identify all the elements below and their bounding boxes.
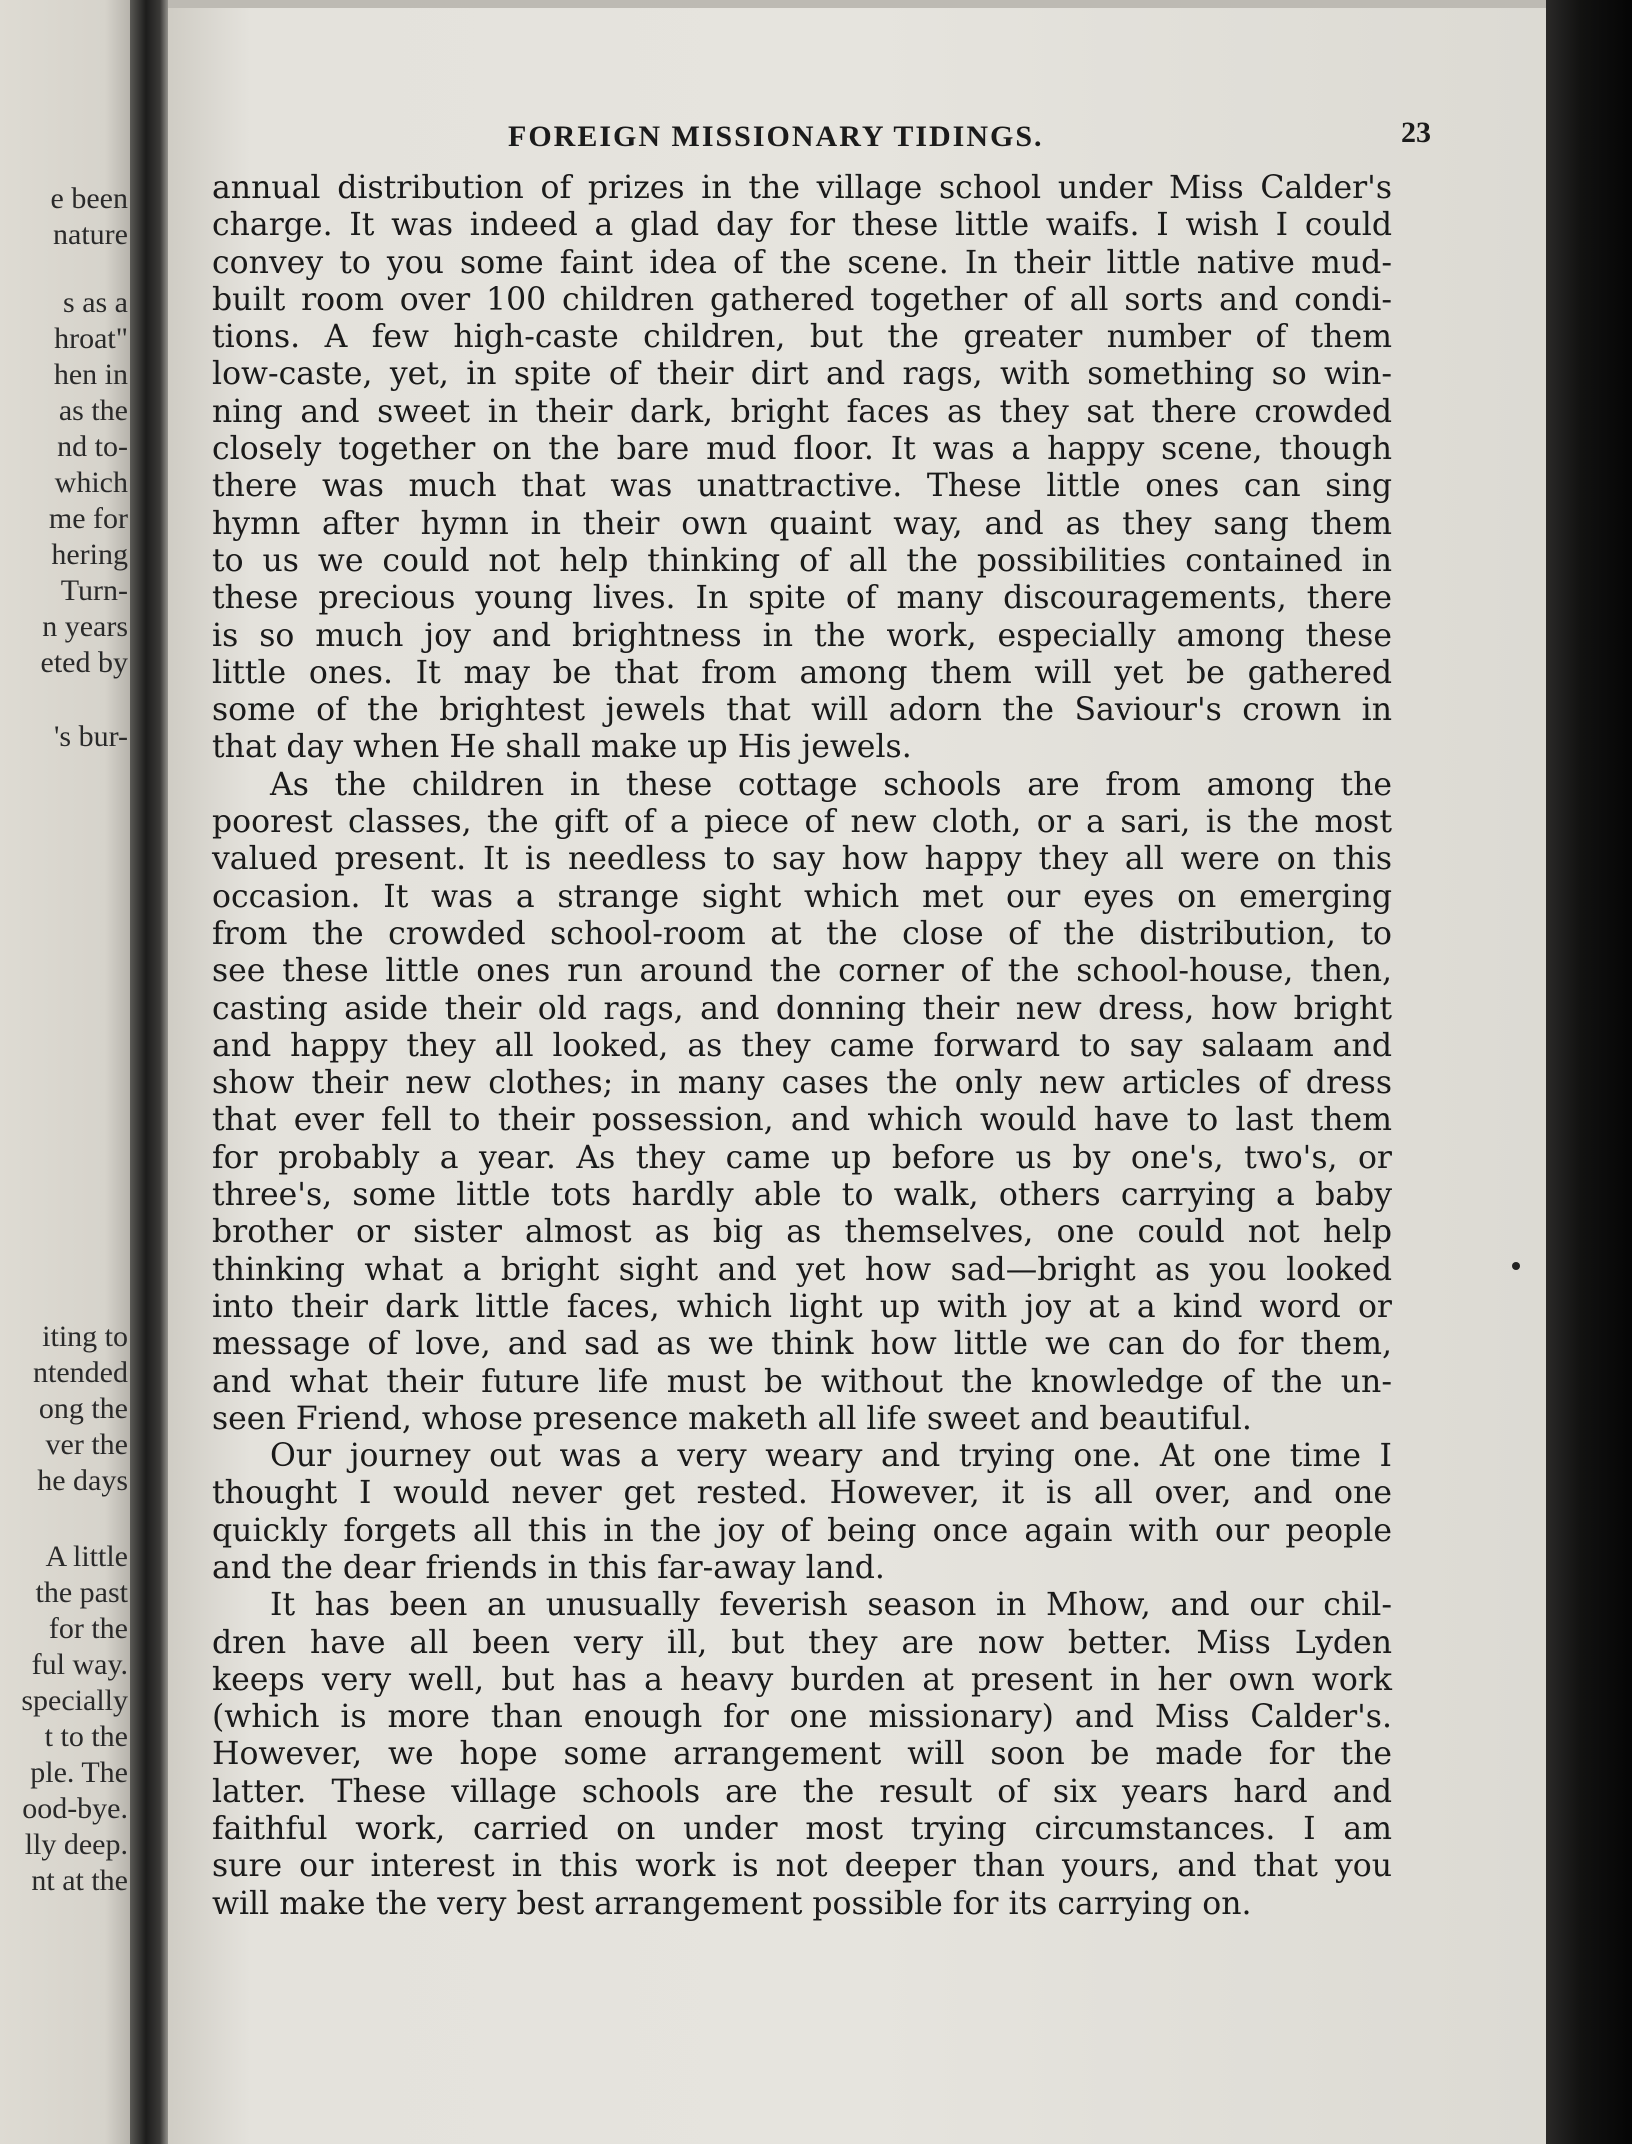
text-line: built room over 100 children gathered together of all sorts and condi- [212, 281, 1392, 318]
text-line: thought I would never get rested. However, it is all over, and one [212, 1475, 1392, 1512]
facing-page-fragment: ong the [38, 1392, 128, 1425]
facing-page-fragment: hroat" [54, 322, 128, 355]
facing-page-fragment: nature [53, 218, 128, 251]
text-line: will make the very best arrangement possible for its carrying on. [212, 1885, 1252, 1922]
facing-page [0, 0, 150, 2144]
facing-page-fragment: specially [21, 1684, 128, 1717]
text-line: and what their future life must be without the knowledge of the un- [212, 1363, 1392, 1400]
text-line: some of the brightest jewels that will adorn the Saviour's crown in [212, 692, 1392, 729]
text-line: show their new clothes; in many cases the only new articles of dress [212, 1065, 1392, 1102]
text-line: that day when He shall make up His jewels. [212, 729, 912, 766]
facing-page-fragment: A little [45, 1540, 128, 1573]
facing-page-fragment: hering [51, 538, 128, 571]
facing-page-fragment: ver the [45, 1428, 128, 1461]
text-line: poorest classes, the gift of a piece of new cloth, or a sari, is the most [212, 804, 1392, 841]
facing-page-fragment: for the [48, 1612, 128, 1645]
text-line: from the crowded school-room at the close of the distribution, to [212, 915, 1392, 952]
text-line: occasion. It was a strange sight which met our eyes on emerging [212, 878, 1392, 915]
text-line: It has been an unusually feverish season in Mhow, and our chil- [270, 1587, 1392, 1624]
text-line: to us we could not help thinking of all the possibilities contained in [212, 542, 1392, 579]
text-line: hymn after hymn in their own quaint way, and as they sang them [212, 505, 1392, 542]
running-title: FOREIGN MISSIONARY TIDINGS. [508, 120, 1044, 153]
facing-page-fragment: as the [58, 394, 128, 427]
page-header [168, 116, 1546, 160]
body-text [212, 170, 1392, 1923]
text-line: dren have all been very ill, but they are now better. Miss Lyden [212, 1624, 1392, 1661]
facing-page-fragment: s as a [63, 286, 128, 319]
text-line: casting aside their old rags, and donning their new dress, how bright [212, 990, 1392, 1027]
facing-page-fragment: ntended [33, 1356, 128, 1389]
page-number: 23 [1401, 116, 1431, 149]
text-line: thinking what a bright sight and yet how sad—bright as you looked [212, 1251, 1392, 1288]
text-line: tions. A few high-caste children, but the greater number of them [212, 319, 1392, 356]
text-line: quickly forgets all this in the joy of being once again with our people [212, 1512, 1392, 1549]
text-line: for probably a year. As they came up before us by one's, two's, or [212, 1139, 1392, 1176]
text-line: ning and sweet in their dark, bright faces as they sat there crowded [212, 393, 1392, 430]
facing-page-fragment: nt at the [31, 1864, 128, 1897]
facing-page-fragment: eted by [40, 646, 128, 679]
facing-page-fragment: t to the [44, 1720, 128, 1753]
text-line: there was much that was unattractive. These little ones can sing [212, 468, 1392, 505]
text-line: see these little ones run around the corner of the school-house, then, [212, 953, 1392, 990]
margin-dot [1512, 1262, 1520, 1270]
text-line: seen Friend, whose presence maketh all life sweet and beautiful. [212, 1400, 1252, 1437]
facing-page-fragment: 's bur- [54, 720, 128, 753]
text-line: valued present. It is needless to say how happy they all were on this [212, 841, 1392, 878]
facing-page-fragment: ful way. [31, 1648, 128, 1681]
facing-page-fragment: e been [50, 182, 128, 215]
facing-page-fragment: n years [42, 610, 128, 643]
facing-page-fragment: me for [48, 502, 128, 535]
text-line: sure our interest in this work is not deeper than yours, and that you [212, 1848, 1392, 1885]
facing-page-fragment: iting to [42, 1320, 128, 1353]
facing-page-fragment: he days [37, 1464, 128, 1497]
text-line: message of love, and sad as we think how little we can do for them, [212, 1326, 1392, 1363]
text-line: As the children in these cottage schools are from among the [270, 766, 1392, 803]
facing-page-fragment: hen in [53, 358, 128, 391]
text-line: convey to you some faint idea of the scene. In their little native mud- [212, 244, 1392, 281]
text-line: faithful work, carried on under most trying circumstances. I am [212, 1811, 1392, 1848]
text-line: brother or sister almost as big as themselves, one could not help [212, 1214, 1392, 1251]
facing-page-fragment: Turn- [60, 574, 128, 607]
facing-page-fragment: lly deep. [24, 1828, 128, 1861]
text-line: low-caste, yet, in spite of their dirt and rags, with something so win- [212, 356, 1392, 393]
text-line: keeps very well, but has a heavy burden at present in her own work [212, 1661, 1392, 1698]
text-line: these precious young lives. In spite of many discouragements, there [212, 580, 1392, 617]
facing-page-fragment: ple. The [30, 1756, 128, 1789]
text-line: into their dark little faces, which light up with joy at a kind word or [212, 1288, 1392, 1325]
text-line: and happy they all looked, as they came forward to say salaam and [212, 1027, 1392, 1064]
text-line: However, we hope some arrangement will soon be made for the [212, 1736, 1392, 1773]
facing-page-fragment: the past [35, 1576, 128, 1609]
book-page [168, 0, 1546, 2144]
text-line: closely together on the bare mud floor. It was a happy scene, though [212, 431, 1392, 468]
text-line: and the dear friends in this far-away land. [212, 1549, 885, 1586]
book-cover-edge [1546, 0, 1632, 2144]
text-line: latter. These village schools are the result of six years hard and [212, 1773, 1392, 1810]
facing-page-fragment: which [54, 466, 128, 499]
text-line: three's, some little tots hardly able to walk, others carrying a baby [212, 1177, 1392, 1214]
text-line: little ones. It may be that from among them will yet be gathered [212, 654, 1392, 691]
text-line: annual distribution of prizes in the village school under Miss Calder's [212, 170, 1392, 206]
text-line: charge. It was indeed a glad day for these little waifs. I wish I could [212, 207, 1392, 244]
book-gutter [130, 0, 170, 2144]
text-line: (which is more than enough for one missionary) and Miss Calder's. [212, 1699, 1392, 1736]
text-line: that ever fell to their possession, and which would have to last them [212, 1102, 1392, 1139]
facing-page-fragment: nd to- [57, 430, 128, 463]
text-line: Our journey out was a very weary and trying one. At one time I [270, 1438, 1392, 1475]
facing-page-fragment: ood-bye. [22, 1792, 128, 1825]
text-line: is so much joy and brightness in the work, especially among these [212, 617, 1392, 654]
